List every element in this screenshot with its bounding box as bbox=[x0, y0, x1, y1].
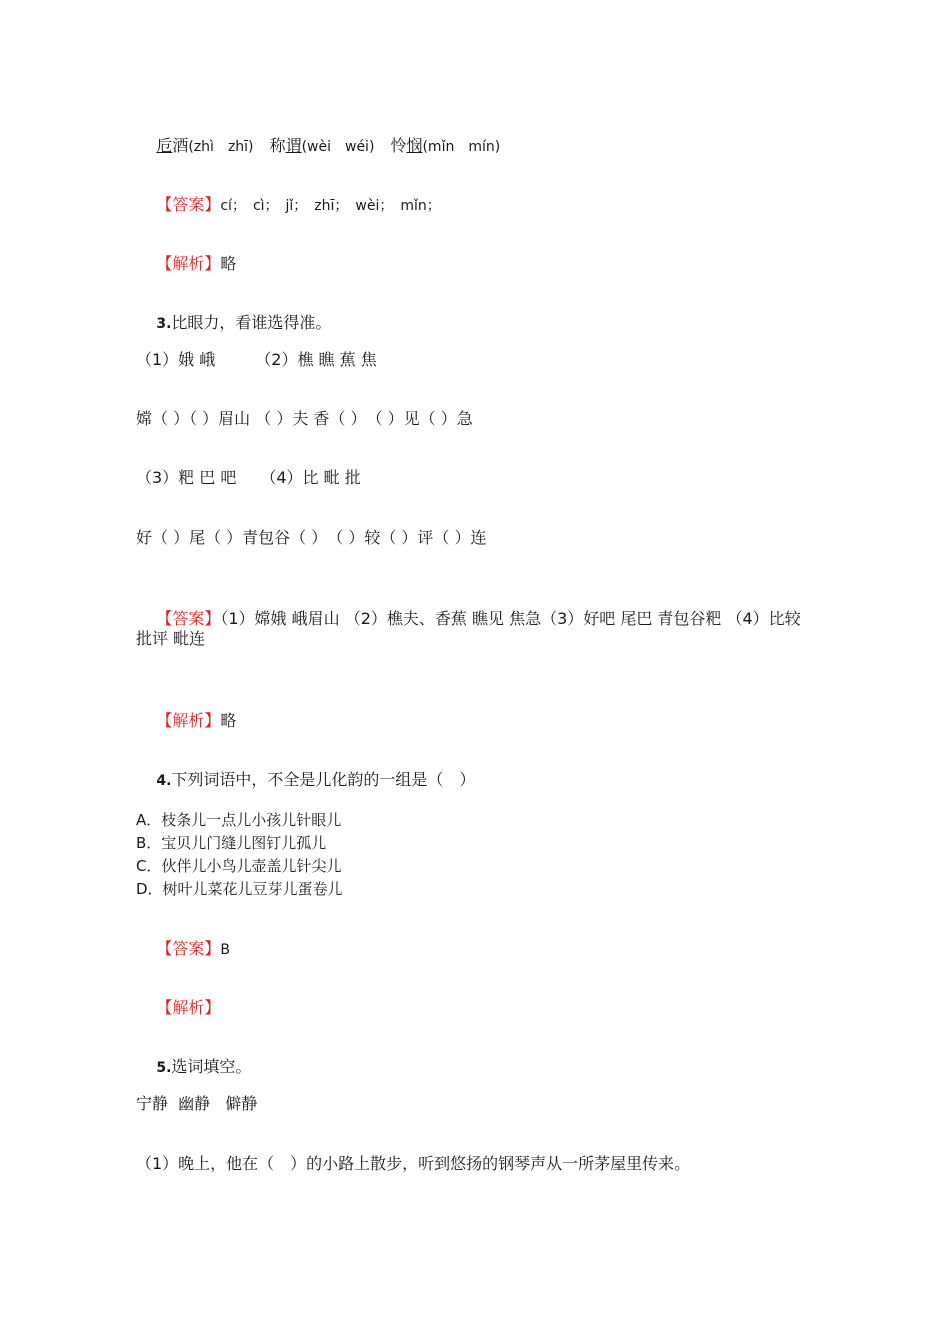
question-text: 比眼力，看谁选得准。 bbox=[171, 313, 332, 332]
answer-line bbox=[136, 172, 441, 239]
answer-line bbox=[136, 586, 801, 652]
target-char: 悯 bbox=[406, 136, 423, 155]
analysis-label: 【解析】 bbox=[156, 711, 221, 730]
answer-continuation: 批评 毗连 bbox=[136, 629, 206, 648]
pinyin-options: (zhì zhī) bbox=[188, 139, 254, 155]
char: 称 bbox=[269, 136, 286, 155]
answer-label: 【答案】 bbox=[156, 195, 221, 214]
option-a: A．枝条儿一点儿小孩儿针眼儿 bbox=[136, 811, 342, 829]
pinyin-options: (mǐn mín) bbox=[422, 139, 501, 155]
fill-blank-sentence: （1）晚上，他在（ ）的小路上散步，听到悠扬的钢琴声从一所茅屋里传来。 bbox=[136, 1154, 691, 1173]
answer-text: B bbox=[220, 942, 230, 958]
answer-line bbox=[136, 916, 230, 983]
pinyin-options: (wèi wéi) bbox=[301, 139, 375, 155]
question-text: 下列词语中，不全是儿化韵的一组是（ ） bbox=[171, 770, 476, 789]
question-number: 5. bbox=[156, 1060, 172, 1076]
target-char: 卮 bbox=[156, 136, 173, 155]
question-number: 4. bbox=[156, 773, 172, 789]
analysis-line bbox=[136, 975, 220, 1041]
question-text: 选词填空。 bbox=[171, 1057, 252, 1076]
word-bank: 宁静 幽静 僻静 bbox=[136, 1094, 258, 1113]
fill-blank-line: 好（ ）尾（ ）青包谷（ ） （ ）较（ ）评（ ）连 bbox=[136, 528, 487, 547]
option-d: D．树叶儿菜花儿豆芽儿蛋卷儿 bbox=[136, 880, 343, 898]
answer-label: 【答案】 bbox=[156, 609, 221, 628]
char: 怜 bbox=[390, 136, 407, 155]
analysis-label: 【解析】 bbox=[156, 254, 221, 273]
fill-blank-line: 嫦（ ）（ ）眉山 （ ）夫 香（ ） （ ）见（ ）急 bbox=[136, 409, 473, 428]
pinyin-choice-line bbox=[136, 113, 500, 180]
analysis-text: 略 bbox=[220, 254, 237, 273]
option-c: C．伙伴儿小鸟儿壶盖儿针尖儿 bbox=[136, 857, 342, 875]
question-number: 3. bbox=[156, 316, 172, 332]
target-char: 谓 bbox=[285, 136, 302, 155]
question-title bbox=[136, 1034, 251, 1101]
question-title bbox=[136, 290, 331, 357]
char: 酒 bbox=[172, 136, 189, 155]
analysis-line bbox=[136, 688, 236, 754]
char-group-line: （1）娥 峨 （2）樵 瞧 蕉 焦 bbox=[136, 350, 377, 369]
option-b: B．宝贝儿门缝儿图钉儿孤儿 bbox=[136, 834, 327, 852]
analysis-line bbox=[136, 231, 236, 297]
analysis-text: 略 bbox=[220, 711, 237, 730]
answer-text: cí； cì； jǐ； zhī； wèi； mǐn； bbox=[220, 198, 441, 214]
answer-text: （1）嫦娥 峨眉山 （2）樵夫、香蕉 瞧见 焦急（3）好吧 尾巴 青包谷粑 （4）比较 bbox=[220, 609, 801, 628]
analysis-label: 【解析】 bbox=[156, 998, 221, 1017]
question-title bbox=[136, 747, 475, 814]
char-group-line: （3）粑 巴 吧 （4）比 毗 批 bbox=[136, 468, 361, 487]
answer-label: 【答案】 bbox=[156, 939, 221, 958]
